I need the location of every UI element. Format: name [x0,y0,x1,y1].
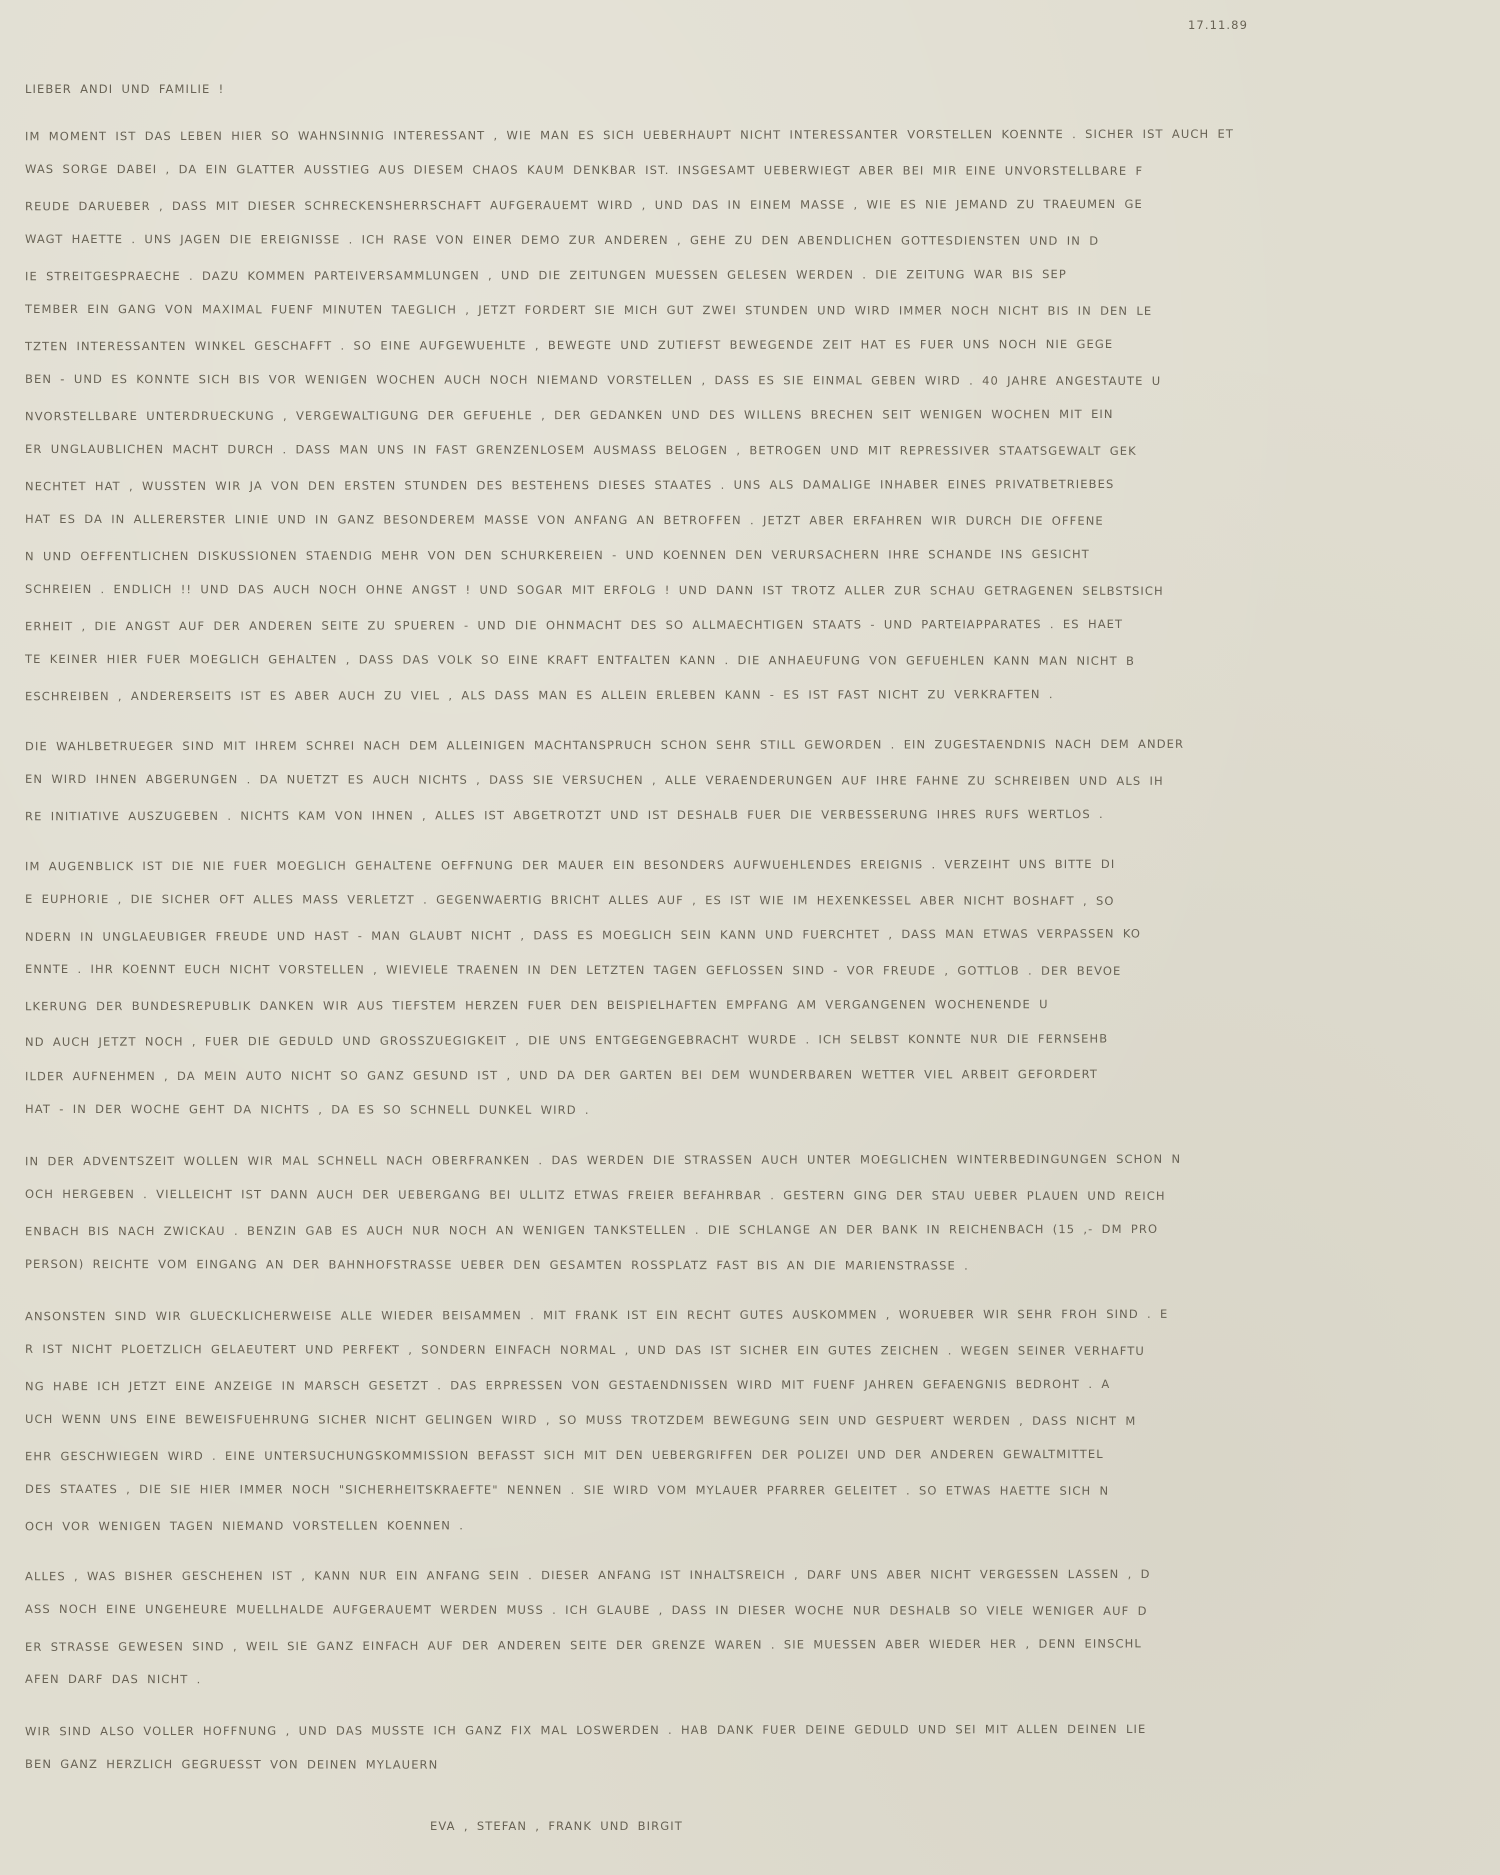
letter-line: OCH HERGEBEN . VIELLEICHT IST DANN AUCH DER UEBERGANG BEI ULLITZ ETWAS FREIER BEFAHRBAR . GESTERN GING DER STAU UEBER PLAUEN UND REICH [24,1186,1166,1203]
letter-line: ENNTE . IHR KOENNT EUCH NICHT VORSTELLEN , WIEVIELE TRAENEN IN DEN LETZTEN TAGEN GEFLOSSEN SIND - VOR FREUDE , GOTTLOB . DER BEVOE [24,961,1122,978]
letter-line: DIE WAHLBETRUEGER SIND MIT IHREM SCHREI NACH DEM ALLEINIGEN MACHTANSPRUCH SCHON SEHR STILL GEWORDEN . EIN ZUGESTAENDNIS NACH DEM ANDER [24,736,1185,754]
letter-line: AFEN DARF DAS NICHT . [24,1671,202,1687]
letter-body [25,118,1248,1783]
letter-line: ER STRASSE GEWESEN SIND , WEIL SIE GANZ EINFACH AUF DER ANDEREN SEITE DER GRENZE WAREN . SIE MUESSEN ABER WIEDER HER , DENN EINSCHL [24,1636,1142,1654]
letter-line: IM MOMENT IST DAS LEBEN HIER SO WAHNSINNIG INTERESSANT , WIE MAN ES SICH UEBERHAUPT NICHT INTERESSANTER VORSTELLEN KOENNTE . SICHER IST AUCH ET [24,126,1235,144]
letter-line: DES STAATES , DIE SIE HIER IMMER NOCH "SICHERHEITSKRAEFTE" NENNEN . SIE WIRD VOM MYLAUER PFARRER GELEITET . SO ETWAS HAETTE SICH N [24,1481,1110,1498]
letter-line: ILDER AUFNEHMEN , DA MEIN AUTO NICHT SO GANZ GESUND IST , UND DA DER GARTEN BEI DEM WUNDERBAREN WETTER VIEL ARBEIT GEFORDERT [24,1067,1098,1084]
paragraph [25,1298,1248,1543]
letter-line: ERHEIT , DIE ANGST AUF DER ANDEREN SEITE ZU SPUEREN - UND DIE OHNMACHT DES SO ALLMAECHTIGEN STAATS - UND PARTEIAPPARATES . ES HAET [24,616,1124,634]
letter-line: IE STREITGESPRAECHE . DAZU KOMMEN PARTEIVERSAMMLUNGEN , UND DIE ZEITUNGEN MUESSEN GELESEN WERDEN . DIE ZEITUNG WAR BIS SEP [24,267,1067,284]
letter-line: PERSON) REICHTE VOM EINGANG AN DER BAHNHOFSTRASSE UEBER DEN GESAMTEN ROSSPLATZ FAST BIS AN DIE MARIENSTRASSE . [24,1256,969,1273]
letter-line: NG HABE ICH JETZT EINE ANZEIGE IN MARSCH GESETZT . DAS ERPRESSEN VON GESTAENDNISSEN WIRD MIT FUENF JAHREN GEFAENGNIS BEDROHT . A [24,1377,1111,1394]
paragraph [25,1143,1248,1283]
letter-line: HAT ES DA IN ALLERERSTER LINIE UND IN GANZ BESONDEREM MASSE VON ANFANG AN BETROFFEN . JETZT ABER ERFAHREN WIR DURCH DIE OFFENE [24,511,1104,528]
letter-line: TZTEN INTERESSANTEN WINKEL GESCHAFFT . SO EINE AUFGEWUEHLTE , BEWEGTE UND ZUTIEFST BEWEGENDE ZEIT HAT ES FUER UNS NOCH NIE GEGE [24,337,1114,354]
paragraph [25,728,1248,833]
letter-line: OCH VOR WENIGEN TAGEN NIEMAND VORSTELLEN KOENNEN . [24,1518,464,1534]
letter-line: WAGT HAETTE . UNS JAGEN DIE EREIGNISSE . ICH RASE VON EINER DEMO ZUR ANDEREN , GEHE ZU DEN ABENDLICHEN GOTTESDIENSTEN UND IN D [24,231,1100,248]
letter-line: ESCHREIBEN , ANDERERSEITS IST ES ABER AUCH ZU VIEL , ALS DASS MAN ES ALLEIN ERLEBEN KANN - ES IST FAST NICHT ZU VERKRAFTEN . [24,687,1054,704]
paragraph [25,118,1248,713]
letter-line: ALLES , WAS BISHER GESCHEHEN IST , KANN NUR EIN ANFANG SEIN . DIESER ANFANG IST INHALTSREICH , DARF UNS ABER NICHT VERGESSEN LASSEN , D [24,1566,1151,1584]
letter-line: REUDE DARUEBER , DASS MIT DIESER SCHRECKENSHERRSCHAFT AUFGERAUEMT WIRD , UND DAS IN EINEM MASSE , WIE ES NIE JEMAND ZU TRAEUMEN GE [24,196,1143,214]
paragraph [25,1713,1248,1783]
letter-line: BEN GANZ HERZLICH GEGRUESST VON DEINEN MYLAUERN [24,1756,439,1772]
letter-line: WIR SIND ALSO VOLLER HOFFNUNG , UND DAS MUSSTE ICH GANZ FIX MAL LOSWERDEN . HAB DANK FUER DEINE GEDULD UND SEI MIT ALLEN DEINEN LIE [24,1721,1147,1739]
letter-date: 17.11.89 [1187,18,1248,32]
letter-line: E EUPHORIE , DIE SICHER OFT ALLES MASS VERLETZT . GEGENWAERTIG BRICHT ALLES AUF , ES IST WIE IM HEXENKESSEL ABER NICHT BOSHAFT , SO [24,891,1115,908]
letter-line: TEMBER EIN GANG VON MAXIMAL FUENF MINUTEN TAEGLICH , JETZT FORDERT SIE MICH GUT ZWEI STUNDEN UND WIRD IMMER NOCH NICHT BIS IN DEN LE [24,301,1153,318]
letter-signature: EVA , STEFAN , FRANK UND BIRGIT [430,1819,683,1833]
letter-line: UCH WENN UNS EINE BEWEISFUEHRUNG SICHER NICHT GELINGEN WIRD , SO MUSS TROTZDEM BEWEGUNG SEIN UND GESPUERT WERDEN , DASS NICHT M [24,1411,1137,1428]
letter-line: BEN - UND ES KONNTE SICH BIS VOR WENIGEN WOCHEN AUCH NOCH NIEMAND VORSTELLEN , DASS ES SIE EINMAL GEBEN WIRD . 40 JAHRE ANGESTAUTE U [24,371,1162,388]
letter-line: R IST NICHT PLOETZLICH GELAEUTERT UND PERFEKT , SONDERN EINFACH NORMAL , UND DAS IST SICHER EIN GUTES ZEICHEN . WEGEN SEINER VERHAFTU [24,1341,1145,1358]
letter-line: NECHTET HAT , WUSSTEN WIR JA VON DEN ERSTEN STUNDEN DES BESTEHENS DIESES STAATES . UNS ALS DAMALIGE INHABER EINES PRIVATBETRIEBES [24,476,1115,494]
letter-line: SCHREIEN . ENDLICH !! UND DAS AUCH NOCH OHNE ANGST ! UND SOGAR MIT ERFOLG ! UND DANN IST TROTZ ALLER ZUR SCHAU GETRAGENEN SELBSTSICH [24,581,1164,598]
letter-line: LKERUNG DER BUNDESREPUBLIK DANKEN WIR AUS TIEFSTEM HERZEN FUER DEN BEISPIELHAFTEN EMPFANG AM VERGANGENEN WOCHENENDE U [24,997,1049,1014]
paragraph [25,848,1248,1128]
letter-line: ASS NOCH EINE UNGEHEURE MUELLHALDE AUFGERAUEMT WERDEN MUSS . ICH GLAUBE , DASS IN DIESER WOCHE NUR DESHALB SO VIELE WENIGER AUF D [24,1601,1148,1618]
paragraph [25,1558,1248,1698]
letter-line: ER UNGLAUBLICHEN MACHT DURCH . DASS MAN UNS IN FAST GRENZENLOSEM AUSMASS BELOGEN , BETROGEN UND MIT REPRESSIVER STAATSGEWALT GEK [24,441,1137,458]
letter-line: ND AUCH JETZT NOCH , FUER DIE GEDULD UND GROSSZUEGIGKEIT , DIE UNS ENTGEGENGEBRACHT WURDE . ICH SELBST KONNTE NUR DIE FERNSEHB [24,1031,1109,1049]
letter-line: ENBACH BIS NACH ZWICKAU . BENZIN GAB ES AUCH NUR NOCH AN WENIGEN TANKSTELLEN . DIE SCHLANGE AN DER BANK IN REICHENBACH (15 ,- DM PRO [24,1221,1159,1239]
letter-line: RE INITIATIVE AUSZUGEBEN . NICHTS KAM VON IHNEN , ALLES IST ABGETROTZT UND IST DESHALB FUER DIE VERBESSERUNG IHRES RUFS WERTLOS . [24,807,1104,824]
letter-line: EHR GESCHWIEGEN WIRD . EINE UNTERSUCHUNGSKOMMISSION BEFASST SICH MIT DEN UEBERGRIFFEN DER POLIZEI UND DER ANDEREN GEWALTMITTEL [24,1447,1104,1464]
letter-line: HAT - IN DER WOCHE GEHT DA NICHTS , DA ES SO SCHNELL DUNKEL WIRD . [24,1101,590,1117]
letter-line: IN DER ADVENTSZEIT WOLLEN WIR MAL SCHNELL NACH OBERFRANKEN . DAS WERDEN DIE STRASSEN AUCH UNTER MOEGLICHEN WINTERBEDINGUNGEN SCHON N [24,1151,1182,1169]
letter-line: TE KEINER HIER FUER MOEGLICH GEHALTEN , DASS DAS VOLK SO EINE KRAFT ENTFALTEN KANN . DIE ANHAEUFUNG VON GEFUEHLEN KANN MAN NICHT B [24,651,1136,668]
letter-line: EN WIRD IHNEN ABGERUNGEN . DA NUETZT ES AUCH NICHTS , DASS SIE VERSUCHEN , ALLE VERAENDERUNGEN AUF IHRE FAHNE ZU SCHREIBEN UND ALS IH [24,771,1164,788]
letter-line: NDERN IN UNGLAEUBIGER FREUDE UND HAST - MAN GLAUBT NICHT , DASS ES MOEGLICH SEIN KANN UND FUERCHTET , DASS MAN ETWAS VERPASSEN KO [24,926,1142,944]
letter-line: N UND OEFFENTLICHEN DISKUSSIONEN STAENDIG MEHR VON DEN SCHURKEREIEN - UND KOENNEN DEN VERURSACHERN IHRE SCHANDE INS GESICHT [24,547,1090,564]
letter-line: ANSONSTEN SIND WIR GLUECKLICHERWEISE ALLE WIEDER BEISAMMEN . MIT FRANK IST EIN RECHT GUTES AUSKOMMEN , WORUEBER WIR SEHR FROH SIND . E [24,1306,1169,1324]
letter-line: WAS SORGE DABEI , DA EIN GLATTER AUSSTIEG AUS DIESEM CHAOS KAUM DENKBAR IST. INSGESAMT UEBERWIEGT ABER BEI MIR EINE UNVORSTELLBARE F [24,161,1144,178]
letter-salutation: LIEBER ANDI UND FAMILIE ! [25,82,225,96]
letter-line: IM AUGENBLICK IST DIE NIE FUER MOEGLICH GEHALTENE OEFFNUNG DER MAUER EIN BESONDERS AUFWUEHLENDES EREIGNIS . VERZEIHT UNS BITTE DI [24,856,1116,874]
letter-line: NVORSTELLBARE UNTERDRUECKUNG , VERGEWALTIGUNG DER GEFUEHLE , DER GEDANKEN UND DES WILLENS BRECHEN SEIT WENIGEN WOCHEN MIT EIN [24,407,1114,424]
